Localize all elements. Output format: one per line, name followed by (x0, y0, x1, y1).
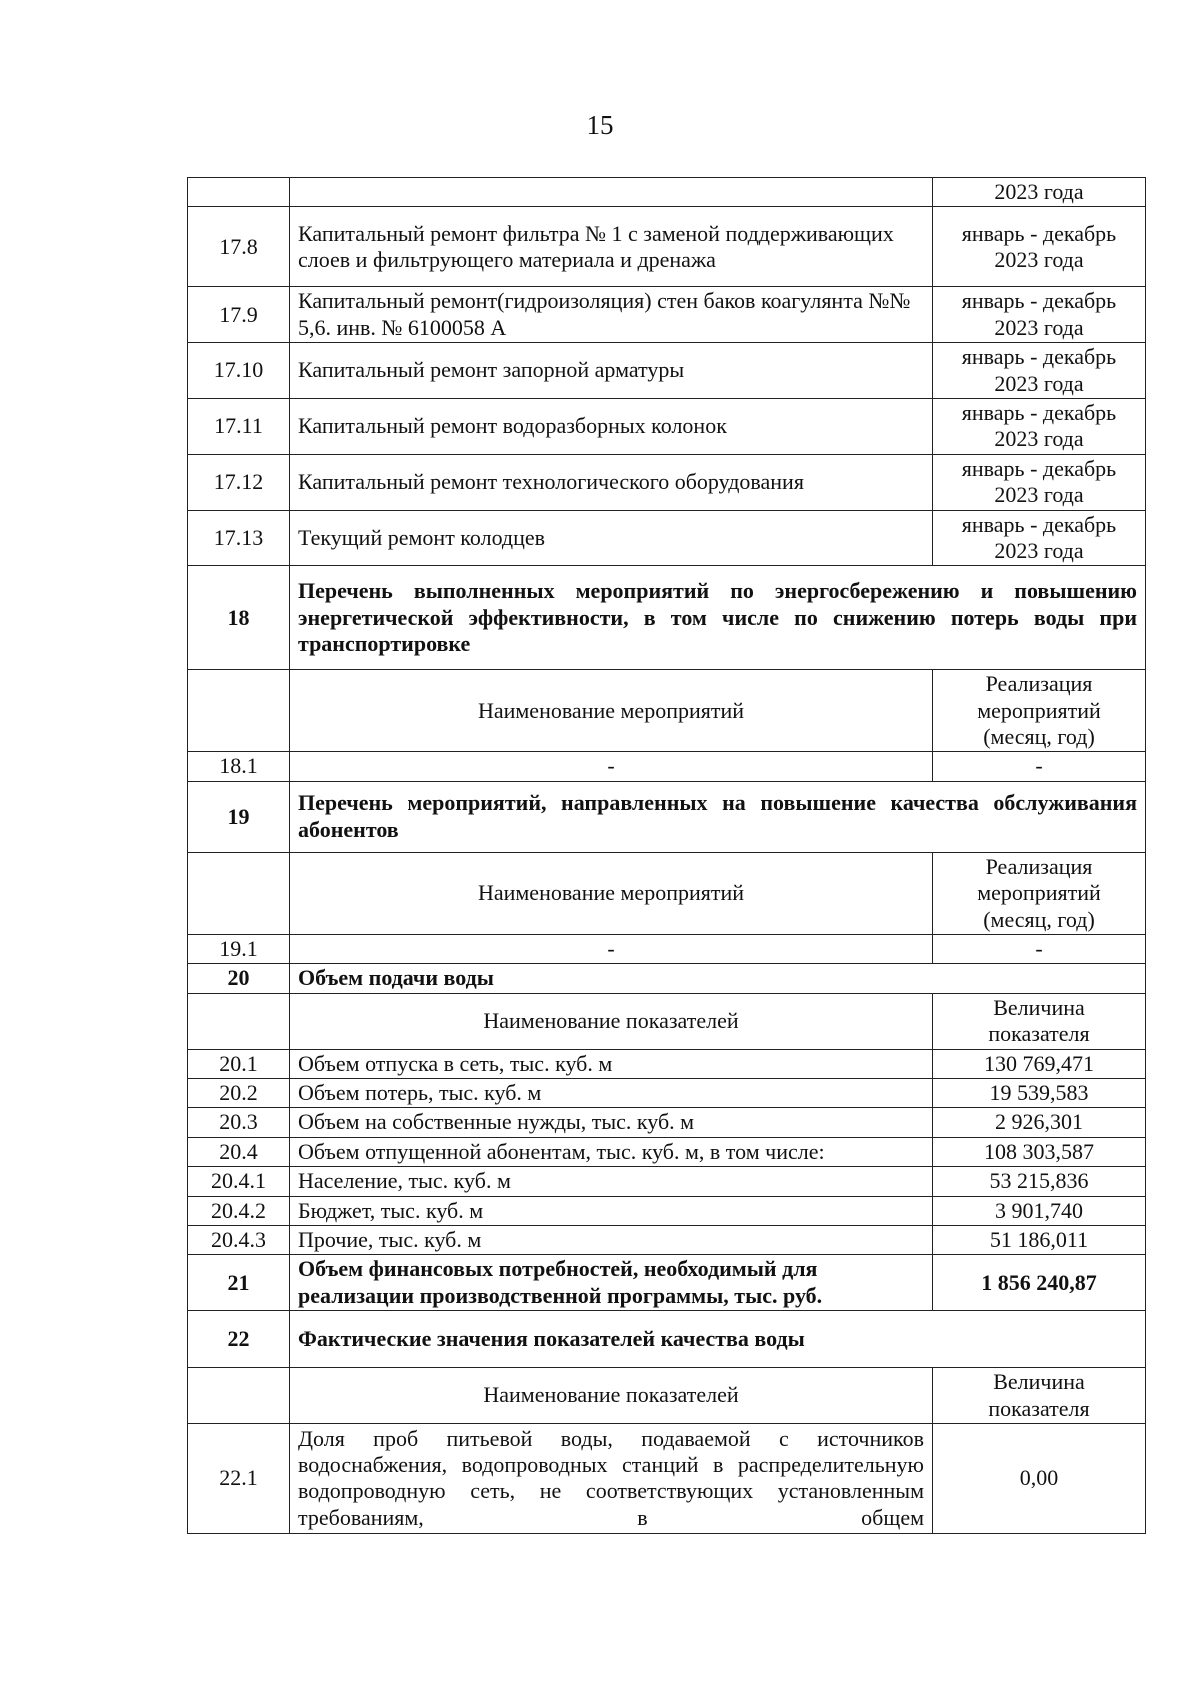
table-row (188, 752, 1146, 781)
row-value: 19 539,583 (933, 1078, 1146, 1107)
column-header-row (188, 1368, 1146, 1424)
table-row (188, 1137, 1146, 1166)
row-number (188, 670, 290, 752)
section-header-row (188, 1311, 1146, 1368)
column-header-name: Наименование показателей (290, 993, 933, 1049)
row-name: Капитальный ремонт(гидроизоляция) стен баков коагулянта №№ 5,6. инв. № 6100058 А (290, 287, 933, 343)
table-row (188, 510, 1146, 566)
row-name: Объем отпущенной абонентам, тыс. куб. м, в том числе: (290, 1137, 933, 1166)
row-number: 18.1 (188, 752, 290, 781)
row-number: 17.10 (188, 343, 290, 399)
row-number: 20.1 (188, 1049, 290, 1078)
row-period: январь - декабрь 2023 года (933, 454, 1146, 510)
column-header-row (188, 852, 1146, 934)
row-number (188, 993, 290, 1049)
row-period: январь - декабрь 2023 года (933, 343, 1146, 399)
row-value: 3 901,740 (933, 1196, 1146, 1225)
column-header-name: Наименование мероприятий (290, 670, 933, 752)
row-name: Объем отпуска в сеть, тыс. куб. м (290, 1049, 933, 1078)
row-name: Прочие, тыс. куб. м (290, 1225, 933, 1254)
row-period: январь - декабрь 2023 года (933, 287, 1146, 343)
table-row (188, 398, 1146, 454)
page-number: 15 (586, 110, 614, 140)
section-number: 18 (188, 566, 290, 670)
row-name (290, 178, 933, 207)
row-name: Объем на собственные нужды, тыс. куб. м (290, 1108, 933, 1137)
section-header-row (188, 1255, 1146, 1311)
row-period: январь - декабрь 2023 года (933, 398, 1146, 454)
row-value: 2 926,301 (933, 1108, 1146, 1137)
row-value: 53 215,836 (933, 1167, 1146, 1196)
row-number: 19.1 (188, 935, 290, 964)
row-number: 17.12 (188, 454, 290, 510)
column-header-value: Реализация мероприятий (месяц, год) (933, 670, 1146, 752)
row-period: январь - декабрь 2023 года (933, 510, 1146, 566)
row-name: Капитальный ремонт запорной арматуры (290, 343, 933, 399)
row-number: 20.4 (188, 1137, 290, 1166)
column-header-value: Величина показателя (933, 1368, 1146, 1424)
row-period: январь - декабрь 2023 года (933, 207, 1146, 287)
row-number (188, 178, 290, 207)
table-row (188, 454, 1146, 510)
row-number: 20.4.2 (188, 1196, 290, 1225)
row-number (188, 852, 290, 934)
row-number: 20.2 (188, 1078, 290, 1107)
row-name: Текущий ремонт колодцев (290, 510, 933, 566)
section-title: Перечень выполненных мероприятий по энергосбережению и повышению энергетической эффективности, в том числе по снижению потерь воды при транспортировке (290, 566, 1146, 670)
row-name: - (290, 935, 933, 964)
column-header-row (188, 670, 1146, 752)
section-title: Фактические значения показателей качества воды (290, 1311, 1146, 1368)
table-row (188, 1167, 1146, 1196)
column-header-name: Наименование мероприятий (290, 852, 933, 934)
row-name: Доля проб питьевой воды, подаваемой с источников водоснабжения, водопроводных станций в распределительную водопроводную сеть, не соответствующих установленным требованиям, в общем (290, 1423, 933, 1533)
row-name: Капитальный ремонт технологического оборудования (290, 454, 933, 510)
table-row (188, 935, 1146, 964)
section-number: 21 (188, 1255, 290, 1311)
row-value: 51 186,011 (933, 1225, 1146, 1254)
row-name: Объем потерь, тыс. куб. м (290, 1078, 933, 1107)
row-value: - (933, 752, 1146, 781)
table-row (188, 1423, 1146, 1533)
total-financial-value: 1 856 240,87 (933, 1255, 1146, 1311)
row-number (188, 1368, 290, 1424)
table-row (188, 343, 1146, 399)
table-row (188, 1108, 1146, 1137)
table-row (188, 178, 1146, 207)
section-number: 19 (188, 781, 290, 852)
row-number: 20.4.1 (188, 1167, 290, 1196)
row-value: 130 769,471 (933, 1049, 1146, 1078)
table-row (188, 207, 1146, 287)
row-name: Население, тыс. куб. м (290, 1167, 933, 1196)
table-row (188, 1225, 1146, 1254)
row-name: - (290, 752, 933, 781)
row-value: - (933, 935, 1146, 964)
section-title: Объем финансовых потребностей, необходимый для реализации производственной программы, тыс. руб. (290, 1255, 933, 1311)
column-header-value: Величина показателя (933, 993, 1146, 1049)
section-title: Перечень мероприятий, направленных на повышение качества обслуживания абонентов (290, 781, 1146, 852)
production-program-table (187, 177, 1146, 1534)
row-name: Капитальный ремонт фильтра № 1 с заменой поддерживающих слоев и фильтрующего материала и дренажа (290, 207, 933, 287)
column-header-name: Наименование показателей (290, 1368, 933, 1424)
table-row (188, 287, 1146, 343)
row-number: 22.1 (188, 1423, 290, 1533)
column-header-row (188, 993, 1146, 1049)
row-name: Капитальный ремонт водоразборных колонок (290, 398, 933, 454)
section-header-row (188, 781, 1146, 852)
table-row (188, 1078, 1146, 1107)
section-title: Объем подачи воды (290, 964, 1146, 993)
table-row (188, 1049, 1146, 1078)
row-number: 17.13 (188, 510, 290, 566)
row-value: 0,00 (933, 1423, 1146, 1533)
row-name: Бюджет, тыс. куб. м (290, 1196, 933, 1225)
row-number: 20.3 (188, 1108, 290, 1137)
table-row (188, 1196, 1146, 1225)
row-value: 108 303,587 (933, 1137, 1146, 1166)
section-header-row (188, 964, 1146, 993)
row-number: 17.9 (188, 287, 290, 343)
section-number: 22 (188, 1311, 290, 1368)
column-header-value: Реализация мероприятий (месяц, год) (933, 852, 1146, 934)
row-number: 20.4.3 (188, 1225, 290, 1254)
section-number: 20 (188, 964, 290, 993)
row-number: 17.8 (188, 207, 290, 287)
section-header-row (188, 566, 1146, 670)
row-number: 17.11 (188, 398, 290, 454)
row-period: 2023 года (933, 178, 1146, 207)
